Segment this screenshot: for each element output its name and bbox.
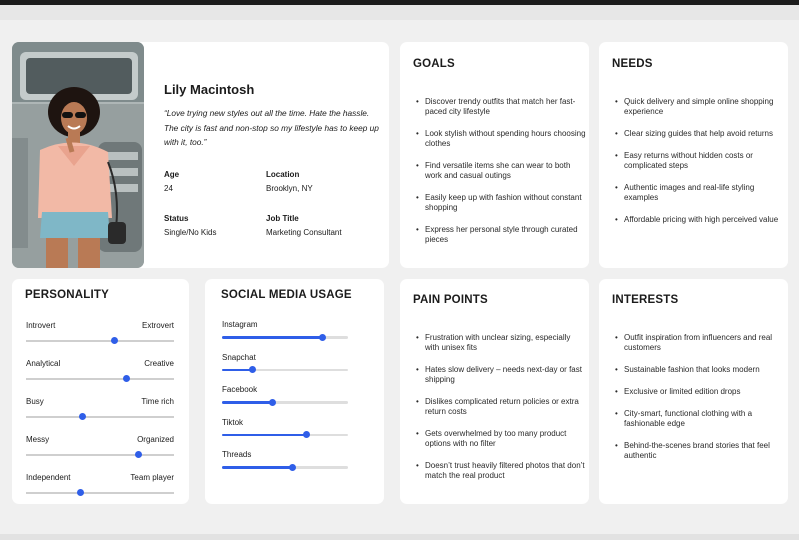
interest-item: • Behind-the-scenes brand stories that feel authentic bbox=[615, 441, 785, 461]
need-item: • Quick delivery and simple online shopping experience bbox=[615, 97, 785, 117]
platform-name: Instagram bbox=[222, 320, 258, 329]
pain-point-item: • Doesn’t trust heavily filtered photos that don’t match the real product bbox=[416, 461, 586, 481]
pain-point-item: • Hates slow delivery – needs next-day or fast shipping bbox=[416, 365, 586, 385]
social-usage-bar bbox=[222, 450, 348, 480]
pain-point-item: • Frustration with unclear sizing, especially with unisex fits bbox=[416, 333, 586, 353]
interest-item: • City-smart, functional clothing with a fashionable edge bbox=[615, 409, 785, 429]
usage-knob bbox=[269, 399, 276, 406]
platform-name: Facebook bbox=[222, 385, 258, 394]
location-value: Brooklyn, NY bbox=[266, 184, 313, 193]
slider-track[interactable] bbox=[26, 340, 174, 342]
personality-slider[interactable] bbox=[26, 321, 174, 351]
trait-right-label: Team player bbox=[130, 473, 174, 482]
social-usage-bar bbox=[222, 353, 348, 383]
personality-slider[interactable] bbox=[26, 435, 174, 465]
usage-track bbox=[222, 336, 348, 339]
usage-fill bbox=[222, 434, 306, 437]
slider-knob[interactable] bbox=[77, 489, 84, 496]
trait-left-label: Independent bbox=[26, 473, 71, 482]
persona-name: Lily Macintosh bbox=[164, 82, 255, 97]
slider-knob[interactable] bbox=[123, 375, 130, 382]
social-card bbox=[205, 279, 384, 504]
persona-quote: “Love trying new styles out all the time. Hate the hassle. The city is fast and non-stop so my lifestyle has to keep up with it, too.” bbox=[164, 108, 379, 147]
goals-list bbox=[416, 97, 586, 257]
interests-title: INTERESTS bbox=[612, 294, 679, 306]
personality-slider[interactable] bbox=[26, 359, 174, 389]
job-label: Job Title bbox=[266, 214, 299, 223]
needs-list bbox=[615, 97, 785, 237]
social-usage-bar bbox=[222, 418, 348, 448]
needs-title: NEEDS bbox=[612, 58, 653, 70]
pain-point-item: • Gets overwhelmed by too many product options with no filter bbox=[416, 429, 586, 449]
need-item: • Affordable pricing with high perceived value bbox=[615, 215, 785, 225]
goals-card bbox=[400, 42, 589, 268]
bottom-band bbox=[0, 534, 799, 540]
trait-right-label: Creative bbox=[144, 359, 174, 368]
trait-right-label: Extrovert bbox=[141, 321, 174, 330]
usage-knob bbox=[289, 464, 296, 471]
usage-knob bbox=[303, 431, 310, 438]
pain-points-title: PAIN POINTS bbox=[413, 294, 488, 306]
platform-name: Tiktok bbox=[222, 417, 244, 427]
job-value: Marketing Consultant bbox=[266, 228, 342, 237]
age-value: 24 bbox=[164, 184, 173, 193]
need-item: • Easy returns without hidden costs or complicated steps bbox=[615, 151, 785, 171]
trait-left-label: Introvert bbox=[26, 321, 56, 330]
age-field bbox=[164, 170, 179, 193]
slider-track[interactable] bbox=[26, 416, 174, 418]
slider-track[interactable] bbox=[26, 492, 174, 494]
slider-track[interactable] bbox=[26, 378, 174, 380]
goal-item: • Express her personal style through curated pieces bbox=[416, 225, 586, 245]
slider-knob[interactable] bbox=[79, 413, 86, 420]
interest-item: • Outfit inspiration from influencers and real customers bbox=[615, 333, 785, 353]
top-band bbox=[0, 5, 799, 20]
pain-points-list bbox=[416, 333, 586, 493]
persona-photo bbox=[12, 42, 144, 268]
status-value: Single/No Kids bbox=[164, 228, 217, 237]
personality-card bbox=[12, 279, 189, 504]
interest-item: • Exclusive or limited edition drops bbox=[615, 387, 785, 397]
usage-track bbox=[222, 369, 348, 372]
usage-track bbox=[222, 434, 348, 437]
social-title: SOCIAL MEDIA USAGE bbox=[221, 289, 352, 301]
usage-fill bbox=[222, 336, 323, 339]
job-field bbox=[266, 214, 342, 237]
platform-name: Snapchat bbox=[222, 352, 256, 362]
usage-fill bbox=[222, 466, 293, 469]
slider-knob[interactable] bbox=[111, 337, 118, 344]
needs-card bbox=[599, 42, 788, 268]
location-label: Location bbox=[266, 170, 300, 179]
usage-fill bbox=[222, 401, 272, 404]
goal-item: • Easily keep up with fashion without constant shopping bbox=[416, 193, 586, 213]
usage-knob bbox=[249, 366, 256, 373]
need-item: • Authentic images and real-life styling examples bbox=[615, 183, 785, 203]
trait-right-label: Time rich bbox=[141, 397, 174, 406]
slider-track[interactable] bbox=[26, 454, 174, 456]
platform-name: Threads bbox=[222, 450, 252, 459]
personality-title: PERSONALITY bbox=[25, 289, 109, 301]
location-field bbox=[266, 170, 313, 193]
goal-item: • Find versatile items she can wear to both work and casual outings bbox=[416, 161, 586, 181]
usage-track bbox=[222, 466, 348, 469]
pain-point-item: • Dislikes complicated return policies or extra return costs bbox=[416, 397, 586, 417]
age-label: Age bbox=[164, 170, 180, 179]
status-field bbox=[164, 214, 216, 237]
need-item: • Clear sizing guides that help avoid returns bbox=[615, 129, 785, 139]
usage-knob bbox=[319, 334, 326, 341]
goal-item: • Discover trendy outfits that match her fast-paced city lifestyle bbox=[416, 97, 586, 117]
status-label: Status bbox=[164, 214, 189, 223]
pain-points-card bbox=[400, 279, 589, 504]
usage-track bbox=[222, 401, 348, 404]
trait-left-label: Analytical bbox=[26, 359, 61, 368]
profile-card bbox=[12, 42, 389, 268]
interest-item: • Sustainable fashion that looks modern bbox=[615, 365, 785, 375]
goal-item: • Look stylish without spending hours choosing clothes bbox=[416, 129, 586, 149]
trait-left-label: Messy bbox=[26, 435, 50, 444]
usage-fill bbox=[222, 369, 252, 372]
social-usage-bar bbox=[222, 385, 348, 415]
trait-left-label: Busy bbox=[26, 397, 44, 406]
social-usage-bar bbox=[222, 320, 348, 350]
interests-card bbox=[599, 279, 788, 504]
personality-slider[interactable] bbox=[26, 473, 174, 503]
goals-title: GOALS bbox=[413, 58, 455, 70]
slider-knob[interactable] bbox=[135, 451, 142, 458]
persona-illustration bbox=[12, 42, 144, 268]
trait-right-label: Organized bbox=[137, 435, 174, 444]
personality-slider[interactable] bbox=[26, 397, 174, 427]
interests-list bbox=[615, 333, 785, 473]
